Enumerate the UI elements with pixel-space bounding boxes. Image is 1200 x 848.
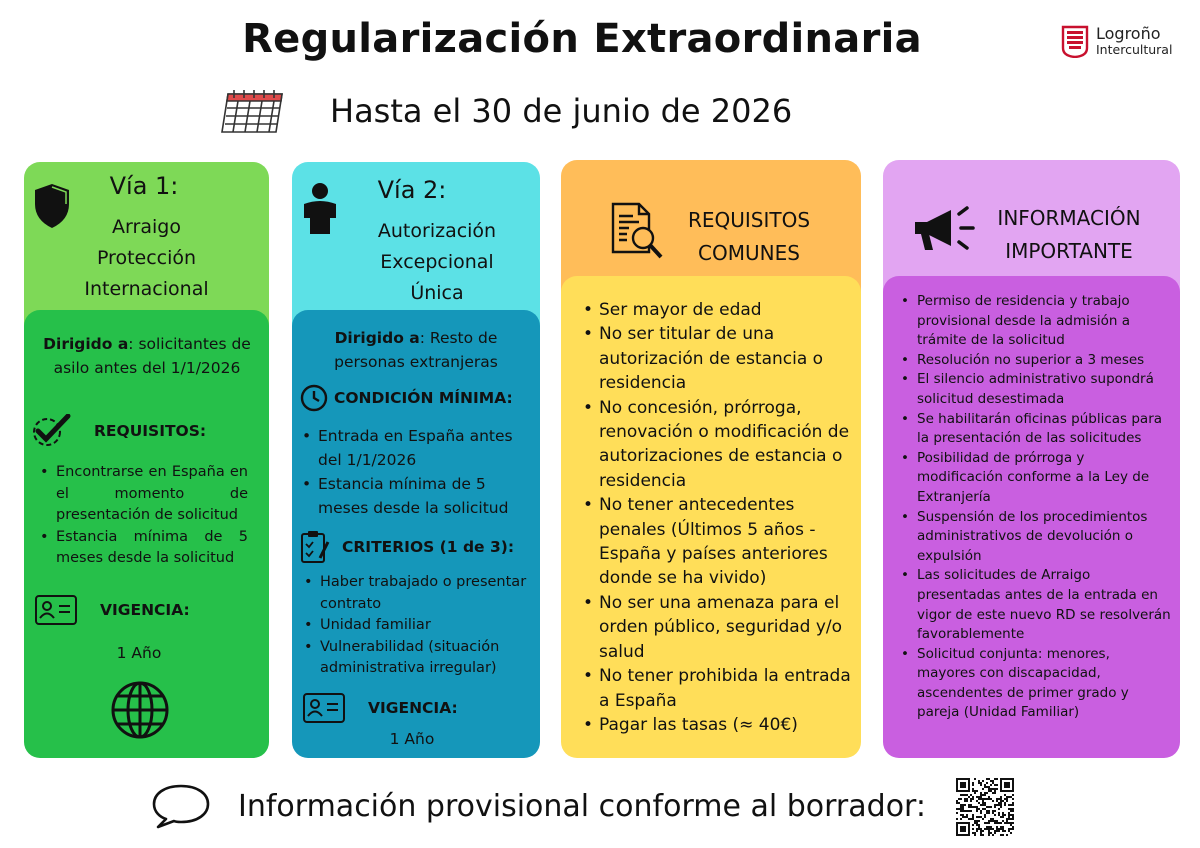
globe-icon	[110, 680, 170, 740]
list-item: • No tener antecedentes penales (Últimos 5 años - España y países anteriores donde se ha vivido)	[581, 493, 853, 591]
via1-vigencia-heading	[34, 594, 190, 626]
id-card-icon	[302, 692, 346, 724]
via2-vigencia-label: VIGENCIA:	[368, 699, 458, 717]
comunes-line1: REQUISITOS	[687, 208, 811, 232]
page-title: Regularización Extraordinaria	[242, 16, 922, 62]
list-item: • No concesión, prórroga, renovación o modificación de autorizaciones de estancia o residencia	[581, 396, 853, 494]
document-search-icon	[609, 202, 665, 260]
via1-vigencia-label: VIGENCIA:	[100, 601, 190, 619]
via1-vigencia-value: 1 Año	[116, 644, 162, 662]
list-item: • Posibilidad de prórroga y modificación conforme a la Ley de Extranjería	[899, 449, 1171, 508]
list-item: • No ser una amenaza para el orden público, seguridad y/o salud	[581, 591, 853, 664]
via2-dirigido-label: Dirigido a	[334, 329, 420, 347]
footer-text: Información provisional conforme al borrador:	[238, 788, 926, 824]
via1-dirigido-label: Dirigido a	[43, 335, 129, 353]
info-card	[883, 160, 1180, 758]
via2-vigencia-value: 1 Año	[389, 730, 435, 748]
comunes-title	[669, 204, 829, 270]
comunes-card	[561, 160, 861, 758]
list-item: • El silencio administrativo supondrá solicitud desestimada	[899, 370, 1171, 409]
list-item: • Vulnerabilidad (situación administrativa irregular)	[302, 637, 534, 680]
checkmark-icon	[32, 414, 74, 448]
via1-line3: Internacional	[84, 278, 209, 300]
comunes-line2: COMUNES	[698, 241, 800, 265]
speech-bubble-icon	[150, 782, 212, 830]
list-item: • Encontrarse en España en el momento de presentación de solicitud	[38, 462, 248, 527]
calendar-icon	[218, 86, 286, 136]
via1-dirigido	[42, 332, 252, 380]
via1-card	[24, 162, 269, 758]
list-item: • Estancia mínima de 5 meses desde la solicitud	[300, 472, 532, 520]
via2-subtitle	[352, 216, 522, 309]
via1-heading: Vía 1:	[109, 172, 179, 200]
list-item: • Entrada en España antes del 1/1/2026	[300, 424, 532, 472]
logo	[1060, 24, 1172, 58]
via1-dirigido-text: : solicitantes de asilo antes del 1/1/2026	[53, 335, 251, 377]
logo-line-2: Intercultural	[1096, 41, 1173, 57]
list-item: • Suspensión de los procedimientos administrativos de devolución o expulsión	[899, 508, 1171, 567]
info-line1: INFORMACIÓN	[997, 206, 1141, 230]
footer	[150, 782, 926, 830]
via1-requisitos-heading	[32, 414, 206, 448]
megaphone-icon	[911, 206, 975, 252]
logo-castle-icon	[1060, 24, 1090, 58]
list-item: • Pagar las tasas (≈ 40€)	[581, 713, 853, 737]
via2-criterios-heading	[300, 530, 514, 564]
logo-line-1: Logroño	[1096, 23, 1161, 43]
list-item: • Solicitud conjunta: menores, mayores con discapacidad, ascendentes de primer grado y pareja (Unidad Familiar)	[899, 645, 1171, 723]
via2-dirigido-text: : Resto de personas extranjeras	[334, 329, 498, 371]
via1-requisitos-label: REQUISITOS:	[94, 422, 207, 440]
via1-requisitos-list	[38, 462, 248, 570]
qr-code[interactable]	[956, 778, 1014, 836]
clock-icon	[300, 384, 328, 412]
via2-line3: Única	[410, 282, 464, 304]
info-title	[979, 202, 1159, 268]
via2-dirigido	[306, 326, 526, 374]
via2-criterios-label: CRITERIOS (1 de 3):	[342, 538, 515, 556]
list-item: • Permiso de residencia y trabajo provisional desde la admisión a trámite de la solicitud	[899, 292, 1171, 351]
via2-vigencia-heading	[302, 692, 458, 724]
via2-line2: Excepcional	[380, 251, 494, 273]
deadline-row	[218, 86, 792, 136]
person-icon	[300, 182, 340, 234]
id-card-icon	[34, 594, 78, 626]
list-item: • No tener prohibida la entrada a España	[581, 664, 853, 713]
via2-condicion-heading	[300, 384, 513, 412]
via2-criterios-list	[302, 572, 534, 680]
clipboard-icon	[300, 530, 330, 564]
via1-line1: Arraigo	[112, 216, 181, 238]
list-item: • Ser mayor de edad	[581, 298, 853, 322]
comunes-list	[581, 298, 853, 737]
list-item: • Estancia mínima de 5 meses desde la solicitud	[38, 527, 248, 570]
via2-line1: Autorización	[377, 220, 497, 242]
list-item: • Se habilitarán oficinas públicas para la presentación de las solicitudes	[899, 410, 1171, 449]
list-item: • Unidad familiar	[302, 615, 534, 637]
list-item: • Resolución no superior a 3 meses	[899, 351, 1171, 371]
list-item: • Haber trabajado o presentar contrato	[302, 572, 534, 615]
list-item: • No ser titular de una autorización de estancia o residencia	[581, 322, 853, 395]
info-list	[899, 292, 1171, 723]
via1-line2: Protección	[96, 247, 197, 269]
via2-condicion-list	[300, 424, 532, 520]
deadline-text: Hasta el 30 de junio de 2026	[330, 92, 793, 130]
via2-heading: Vía 2:	[377, 176, 447, 204]
info-line2: IMPORTANTE	[1005, 239, 1133, 263]
via2-condicion-label: CONDICIÓN MÍNIMA:	[334, 389, 513, 407]
list-item: • Las solicitudes de Arraigo presentadas antes de la entrada en vigor de este nuevo RD se resolverán favorablemente	[899, 566, 1171, 644]
via1-subtitle	[44, 212, 249, 305]
via2-card	[292, 162, 540, 758]
